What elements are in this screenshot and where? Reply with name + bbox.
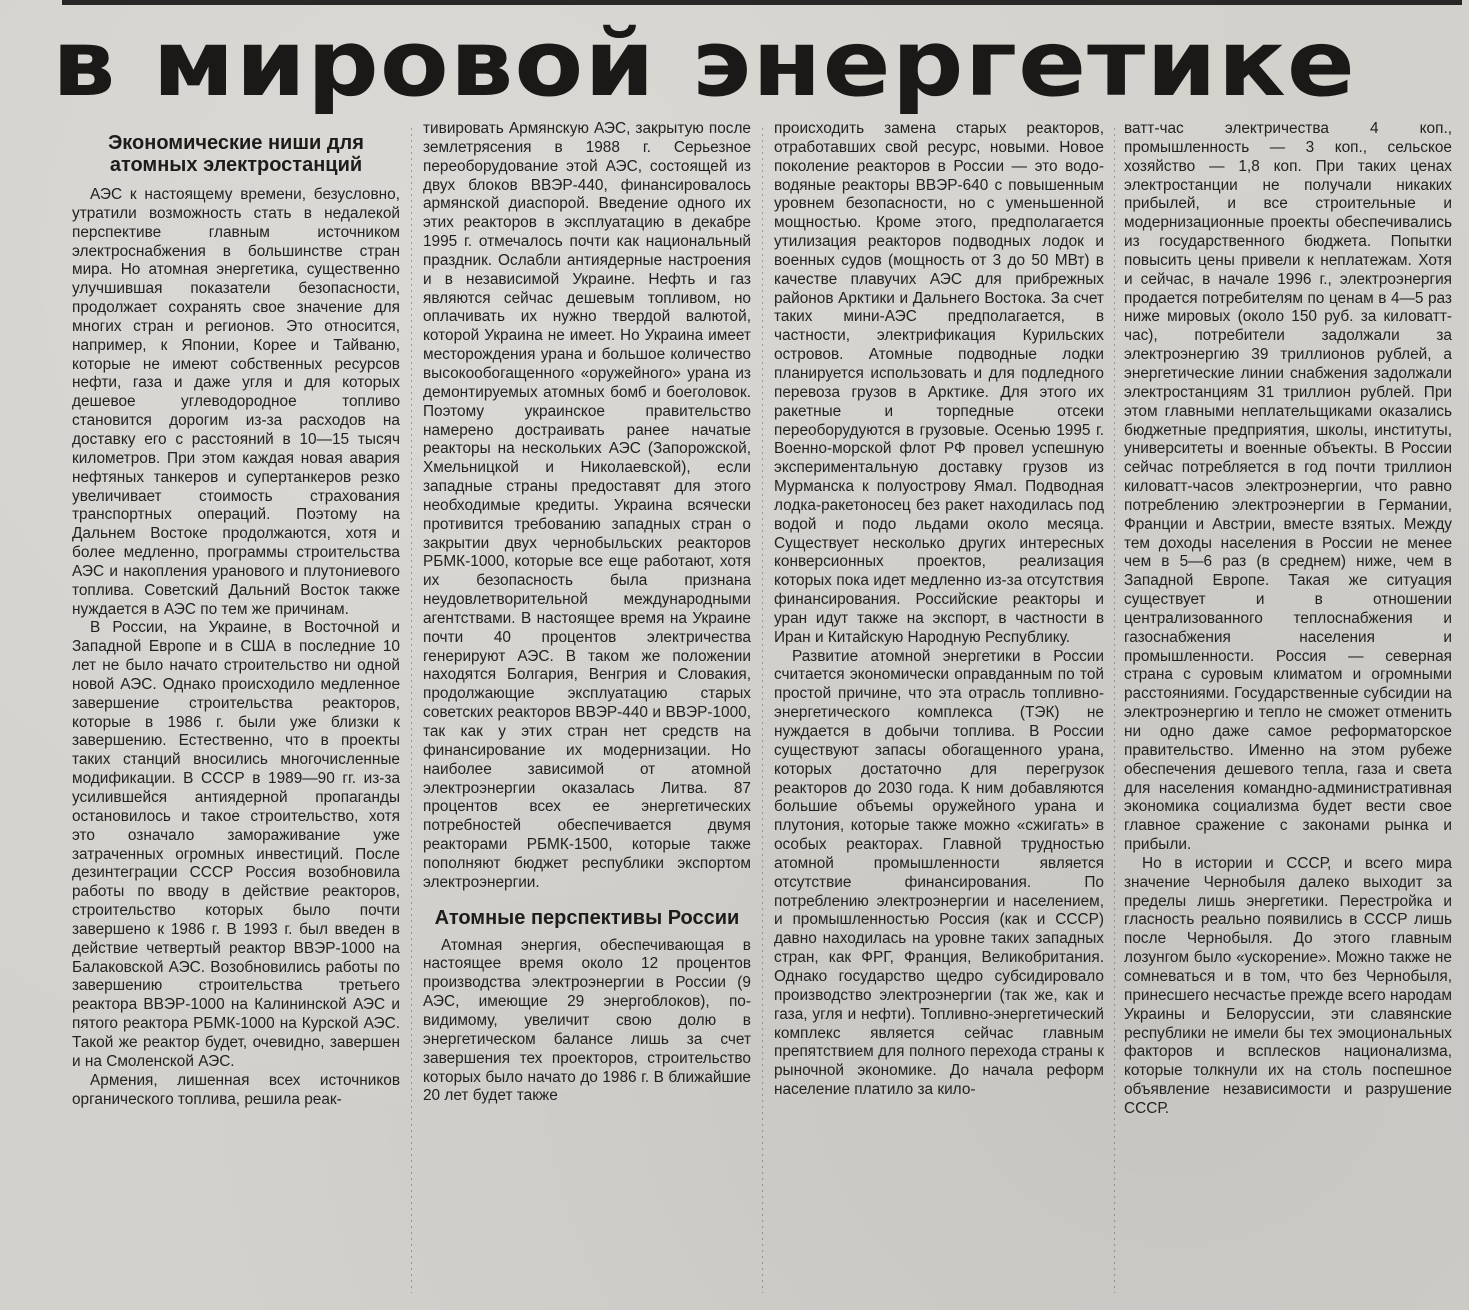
article-column-1 [72,120,400,1305]
top-rule [62,0,1462,5]
column-divider [1114,128,1115,1293]
section-heading-niches: Экономические ниши для атомных электростанций [108,132,364,176]
paragraph: тивировать Армянскую АЭС, закрытую после землетрясения в 1988 г. Серьезное переоборудование этой АЭС, состоящей из двух блоков ВВЭР-440, финансировалось армянской диаспорой. Введение одного их этих реакторов в эксплуатацию в декабре 1995 г. отмечалось почти как национальный праздник. Ослабли антиядерные настроения и в независимой Украине. Нефть и газ являются сейчас дешевым топливом, но оплачивать их нужно твердой валютой, которой Украина не имеет. Но Украина имеет месторождения урана и большое количество высокообогащенного «оружейного» урана из демонтируемых атомных бомб и боеголовок. Поэтому украинское правительство намерено достраивать ранее начатые реакторы на нескольких АЭС (Запорожской, Хмельницкой и Николаевской), если западные страны предоставят для этого необходимые кредиты. Украина всячески противится требованию западных стран о закрытии двух чернобыльских реакторов РБМК-1000, которые все еще работают, хотя их безопасность была признана неудовлетворительной международными агентствами. В настоящее время на Украине почти 40 процентов электричества генерируют АЭС. В таком же положении находятся Болгария, Венгрия и Словакия, продолжающие эксплуатацию старых советских реакторов ВВЭР-440 и ВВЭР-1000, так как у этих стран нет средств на финансирование их модернизации. Но наиболее зависимой от атомной электроэнергии оказалась Литва. 87 процентов всех ее энергетических потребностей обеспечивается двумя реакторами РБМК-1500, которые также пополняют бюджет республики экспортом электроэнергии. [423,120,751,891]
column-divider [411,128,412,1293]
paragraph: Развитие атомной энергетики в России считается экономически оправданным по той простой причине, что эта отрасль топливно-энергетического комплекса (ТЭК) не нуждается в добычи топлива. В России существуют запасы обогащенного урана, которых достаточно для перегрузок реакторов до 2030 года. К ним добавляются большие объемы оружейного урана и плутония, которые также можно «сжигать» в особых реакторах. Главной трудностью атомной промышленности является отсутствие финансирования. По потреблению электроэнергии и населением, и промышленностью Россия (как и СССР) давно находилась на уровне таких западных стран, как ФРГ, Франция, Великобритания. Однако государство щедро субсидировало производство электроэнергии (так же, как и газа, угля и нефти). Топливно-энергетический комплекс является сейчас главным препятствием для полного перехода страны к рыночной экономике. До начала реформ население платило за кило- [774,647,1104,1099]
paragraph: происходить замена старых реакторов, отработавших свой ресурс, новыми. Новое поколение реакторов в России — это водо-водяные реакторы ВВЭР-640 с повышенным уровнем безопасности, но с уменьшенной мощностью. Кроме этого, предполагается утилизация реакторов подводных лодок и военных судов (мощность от 3 до 50 МВт) в качестве плавучих АЭС для прибрежных районов Арктики и Дальнего Востока. За счет таких мини-АЭС предполагается, в частности, электрификация Курильских островов. Атомные подводные лодки планируется использовать и для подледного перевоза грузов в Арктике. Для этого их ракетные и торпедные отсеки переоборудуются в грузовые. Осенью 1995 г. Военно-морской флот РФ провел успешную экспериментальную доставку грузов из Мурманска к полуострову Ямал. Подводная лодка-ракетоносец без ракет находилась под водой и подо льдами около месяца. Существует несколько других интересных конверсионных проектов, реализация которых пока идет медленно из-за отсутствия финансирования. Российские реакторы и уран идут также на экспорт, в частности в Иран и Китайскую Народную Республику. [774,120,1104,646]
paragraph: Но в истории и СССР, и всего мира значение Чернобыля далеко выходит за пределы лишь энергетики. Перестройка и гласность реально появились в СССР лишь после Чернобыля. До этого главным лозунгом было «ускорение». Можно также не сомневаться и в том, что без Чернобыля, принесшего несчастье прежде всего народам Украины и Белоруссии, эти славянские республики не имели бы тех эмоциональных факторов и всплесков национализма, которые толкнули их на столь поспешное объявление независимости и разрушение СССР. [1124,854,1452,1117]
paragraph: АЭС к настоящему времени, безусловно, утратили возможность стать в недалекой перспективе главным источником электроснабжения в большинстве стран мира. Но атомная энергетика, существенно улучшившая показатели безопасности, продолжает сохранять свое значение для многих стран и регионов. Это относится, например, к Японии, Корее и Тайваню, которые не имеют собственных ресурсов нефти, газа и даже угля и для которых дешевое углеводородное топливо становится дорогим из-за расходов на доставку его с расстояний в 10—15 тысяч километров. При этом каждая новая авария нефтяных танкеров и супертанкеров резко увеличивает стоимость страхования транспортных операций. Поэтому на Дальнем Востоке продолжаются, хотя и более медленно, программы строительства АЭС и накопления уранового и плутониевого топлива. Советский Дальний Восток также нуждается в АЭС по тем же причинам. [72,186,400,618]
article-column-3 [774,120,1104,1305]
paragraph: ватт-час электричества 4 коп., промышленность — 3 коп., сельское хозяйство — 1,8 коп. При таких ценах электростанции не получали никаких прибылей, и все строительные и модернизационные проекты обеспечивались из государственного бюджета. Попытки повысить цены привели к неплатежам. Хотя и сейчас, в начале 1996 г., электроэнергия продается потребителям по ценам в 4—5 раз ниже мировых (около 150 руб. за киловатт-час), потребители задолжали за электроэнергию 39 триллионов рублей, а энергетические линии снабжения задолжали электростанциям 31 триллион рублей. При этом главными неплательщиками оказались бюджетные предприятия, школы, институты, университеты и военные объекты. В России сейчас потребляется в год почти триллион киловатт-часов электроэнергии, что равно потреблению электроэнергии в Германии, Франции и Австрии, вместе взятых. Между тем доходы населения в России не менее чем в 5—6 раз (в среднем) ниже, чем в Западной Европе. Такая же ситуация существует и в отношении централизованного теплоснабжения и газоснабжения населения и промышленности. Россия — северная страна с суровым климатом и огромными расстояниями. Государственные субсидии на электроэнергию и тепло не сможет отменить ни одно даже самое реформаторское правительство. Именно на этом рубеже обеспечения дешевого тепла, газа и света для населения командно-административная экономика социализма будет вести свое главное сражение с законами рынка и прибыли. [1124,120,1452,854]
article-column-4 [1124,120,1452,1305]
paragraph: Атомная энергия, обеспечивающая в настоящее время около 12 процентов производства электроэнергии в России (9 АЭС, имеющие 29 энергоблоков), по-видимому, увеличит свою долю в энергетическом балансе лишь за счет завершения тех проекторов, строительство которых было начато до 1986 г. В ближайшие 20 лет будет также [423,936,751,1105]
section-heading-prospects: Атомные перспективы России [434,906,740,929]
article-headline: в мировой энергетике [52,10,1356,117]
article-column-2 [423,120,751,1305]
column-divider [762,128,763,1293]
paragraph: Армения, лишенная всех источников органического топлива, решила реак- [72,1071,400,1108]
paragraph: В России, на Украине, в Восточной и Западной Европе и в США в последние 10 лет не было начато строительство ни одной новой АЭС. Однако происходило медленное завершение строительства реакторов, которые в 1986 г. были уже близки к завершению. Естественно, что в проекты таких станций вносились многочисленные модификации. В СССР в 1989—90 гг. из-за усилившейся антиядерной пропаганды остановилось и такое строительство, хотя это означало замораживание уже затраченных огромных инвестиций. После дезинтеграции СССР Россия возобновила работы по вводу в действие реакторов, строительство которых было почти завершено к 1986 г. В 1993 г. был введен в действие четвертый реактор ВВЭР-1000 на Балаковской АЭС. Возобновились работы по завершению строительства третьего реактора ВВЭР-1000 на Калининской АЭС и пятого реактора РБМК-1000 на Курской АЭС. Такой же реактор будет, очевидно, завершен и на Смоленской АЭС. [72,619,400,1070]
